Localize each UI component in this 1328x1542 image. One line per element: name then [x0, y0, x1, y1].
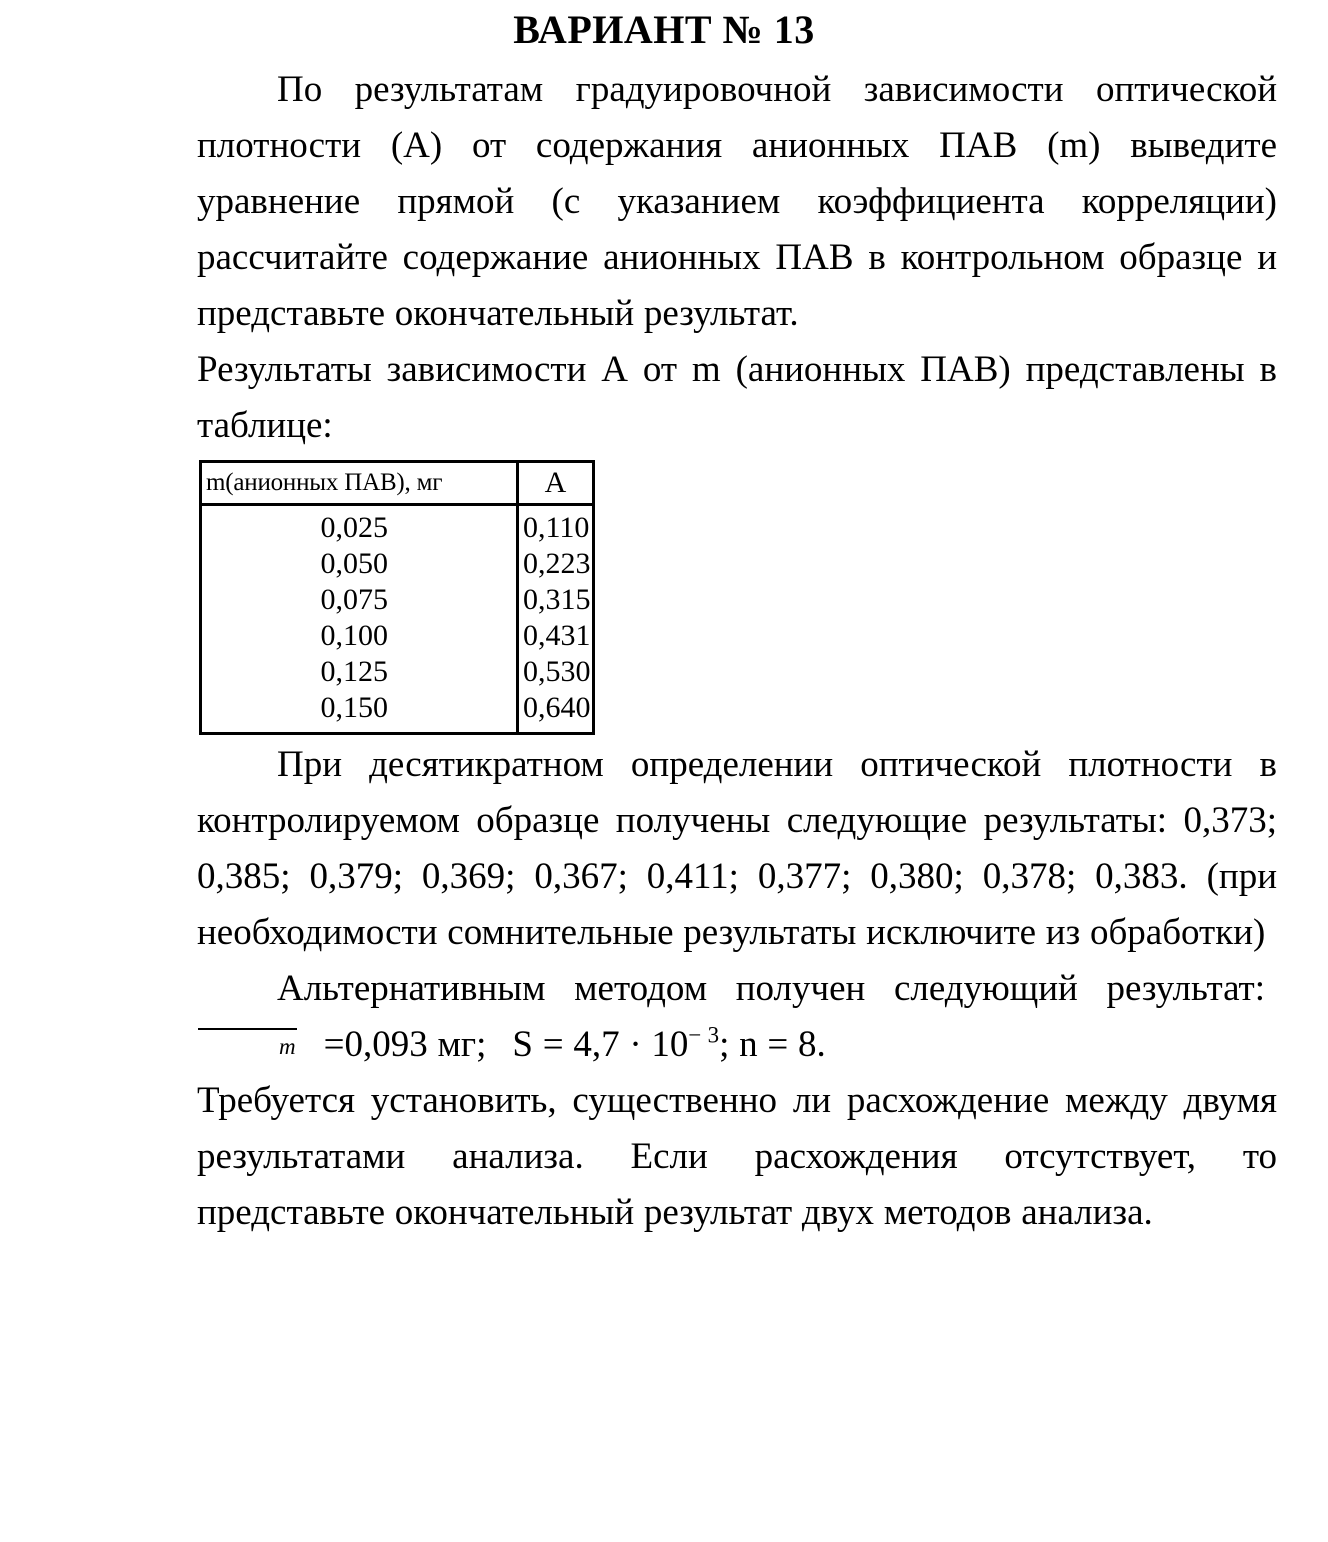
cell-absorbance: 0,640 [518, 690, 594, 734]
paragraph-task-statement: По результатам градуировочной зависимости оптической плотности (А) от содержания анионных ПАВ (m) выведите уравнение прямой (с указанием коэффициента корреляции) рассчитайте содержание анионных ПАВ в контрольном образце и представьте окончательный результат. [197, 69, 1277, 334]
cell-absorbance: 0,110 [518, 505, 594, 547]
table-row [201, 654, 594, 690]
mean-mass-symbol: m [197, 1035, 298, 1058]
document-page [0, 6, 1328, 1542]
table-row [201, 582, 594, 618]
table-header-row [201, 462, 594, 505]
paragraph-conclusion-request: Требуется установить, существенно ли расхождение между двумя результатами анализа. Если расхождения отсутствует, то представьте окончательный результат двух методов анализа. [197, 1080, 1277, 1233]
paragraph-control-measurements: При десятикратном определении оптической плотности в контролируемом образце получены следующие результаты: 0,373; 0,385; 0,379; 0,369; 0,367; 0,411; 0,377; 0,380; 0,378; 0,383. (при необходимости сомнительные результаты исключите из обработки) [197, 744, 1277, 953]
table-row [201, 546, 594, 582]
cell-mass: 0,075 [320, 583, 388, 616]
cell-mass: 0,025 [320, 511, 388, 544]
paragraph-table-intro: Результаты зависимости А от m (анионных ПАВ) представлены в таблице: [197, 349, 1277, 446]
cell-absorbance: 0,530 [518, 654, 594, 690]
table-row [201, 505, 594, 547]
cell-absorbance: 0,315 [518, 582, 594, 618]
standard-deviation-exponent: − 3 [688, 1022, 720, 1048]
table-row [201, 618, 594, 654]
sample-size-label: ; n = 8. [719, 1024, 826, 1065]
table-header-mass: m(анионных ПАВ), мг [201, 462, 518, 505]
calibration-table [199, 460, 595, 735]
cell-mass: 0,150 [320, 691, 388, 724]
cell-mass: 0,125 [320, 655, 388, 688]
cell-absorbance: 0,223 [518, 546, 594, 582]
standard-deviation-label: S = 4,7 · 10 [512, 1024, 689, 1065]
mean-mass-value: =0,093 мг; [323, 1024, 487, 1065]
table-header-absorbance: А [518, 462, 594, 505]
alt-method-prefix: Альтернативным методом получен следующий результат: [277, 968, 1265, 1009]
paragraph-alternative-method [197, 961, 1277, 1073]
cell-absorbance: 0,431 [518, 618, 594, 654]
cell-mass: 0,050 [320, 547, 388, 580]
document-body [197, 62, 1277, 1241]
page-title: ВАРИАНТ № 13 [513, 7, 815, 52]
cell-mass: 0,100 [320, 619, 388, 652]
table-row [201, 690, 594, 734]
calibration-table-wrapper [199, 460, 1277, 735]
